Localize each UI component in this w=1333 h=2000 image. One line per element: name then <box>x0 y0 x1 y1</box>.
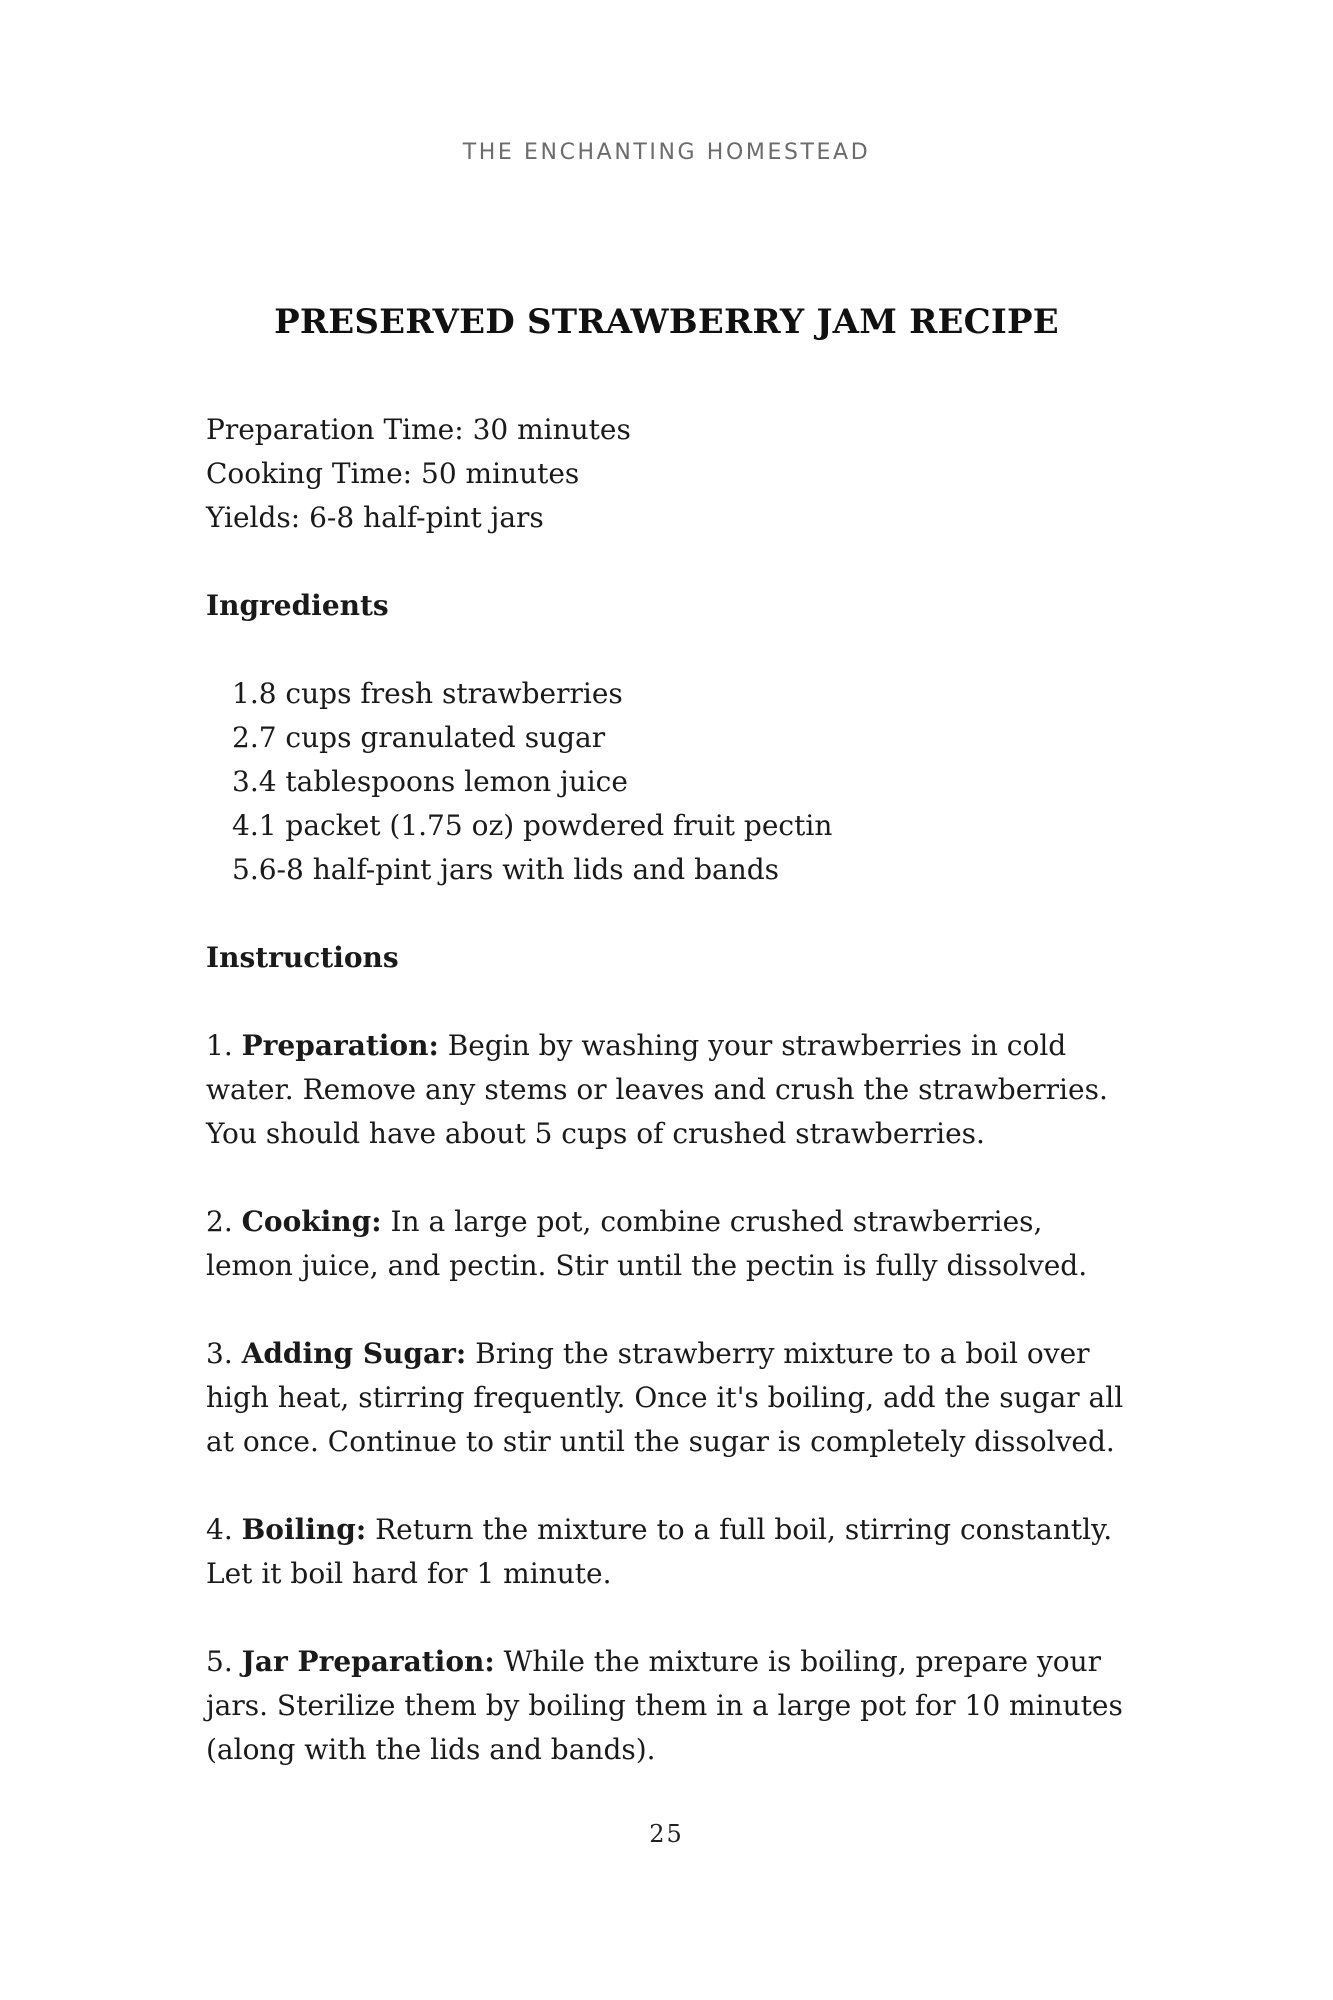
step-text: While the mixture is boiling, prepare your jars. Sterilize them by boiling them in a large pot for 10 minutes (along with the lids and bands). <box>206 1645 1123 1766</box>
page-number: 25 <box>649 1820 684 1848</box>
recipe-body <box>206 408 1136 1772</box>
step-number: 1. <box>206 1029 233 1062</box>
step-text: Begin by washing your strawberries in cold water. Remove any stems or leaves and crush the strawberries. You should have about 5 cups of crushed strawberries. <box>206 1029 1108 1150</box>
step-number: 3. <box>206 1337 233 1370</box>
step-text: In a large pot, combine crushed strawberries, lemon juice, and pectin. Stir until the pectin is fully dissolved. <box>206 1205 1088 1282</box>
yields: Yields: 6-8 half-pint jars <box>206 501 544 534</box>
step-label: Jar Preparation: <box>241 1645 495 1678</box>
list-item-text: 4 tablespoons lemon juice <box>258 765 628 798</box>
instruction-step <box>206 1508 1136 1596</box>
step-number: 5. <box>206 1645 233 1678</box>
list-item-number: 1. <box>232 677 259 710</box>
step-number: 4. <box>206 1513 233 1546</box>
list-item-text: 8 cups fresh strawberries <box>258 677 623 710</box>
instruction-step <box>206 1200 1136 1288</box>
list-item-number: 2. <box>232 721 259 754</box>
running-header: THE ENCHANTING HOMESTEAD <box>462 140 871 165</box>
list-item-number: 4. <box>232 809 259 842</box>
ingredients-list <box>206 672 1136 892</box>
list-item-number: 3. <box>232 765 259 798</box>
step-label: Cooking: <box>241 1205 382 1238</box>
instructions-heading: Instructions <box>206 941 399 974</box>
step-label: Boiling: <box>241 1513 367 1546</box>
step-text: Return the mixture to a full boil, stirring constantly. Let it boil hard for 1 minute. <box>206 1513 1113 1590</box>
ingredients-heading: Ingredients <box>206 589 389 622</box>
list-item <box>232 672 1136 716</box>
list-item <box>232 760 1136 804</box>
list-item <box>232 848 1136 892</box>
cooking-time: Cooking Time: 50 minutes <box>206 457 580 490</box>
preparation-time: Preparation Time: 30 minutes <box>206 413 631 446</box>
step-label: Adding Sugar: <box>241 1337 467 1370</box>
list-item-number: 5. <box>232 853 259 886</box>
list-item <box>232 804 1136 848</box>
list-item-text: 7 cups granulated sugar <box>258 721 606 754</box>
list-item-text: 6-8 half-pint jars with lids and bands <box>258 853 780 886</box>
instruction-step <box>206 1332 1136 1464</box>
instruction-step <box>206 1024 1136 1156</box>
step-number: 2. <box>206 1205 233 1238</box>
list-item <box>232 716 1136 760</box>
step-text: Bring the strawberry mixture to a boil over high heat, stirring frequently. Once it's boiling, add the sugar all at once. Continue to stir until the sugar is completely dissolved. <box>206 1337 1124 1458</box>
recipe-title: PRESERVED STRAWBERRY JAM RECIPE <box>274 302 1059 342</box>
step-label: Preparation: <box>241 1029 439 1062</box>
instruction-step <box>206 1640 1136 1772</box>
list-item-text: 1 packet (1.75 oz) powdered fruit pectin <box>258 809 833 842</box>
